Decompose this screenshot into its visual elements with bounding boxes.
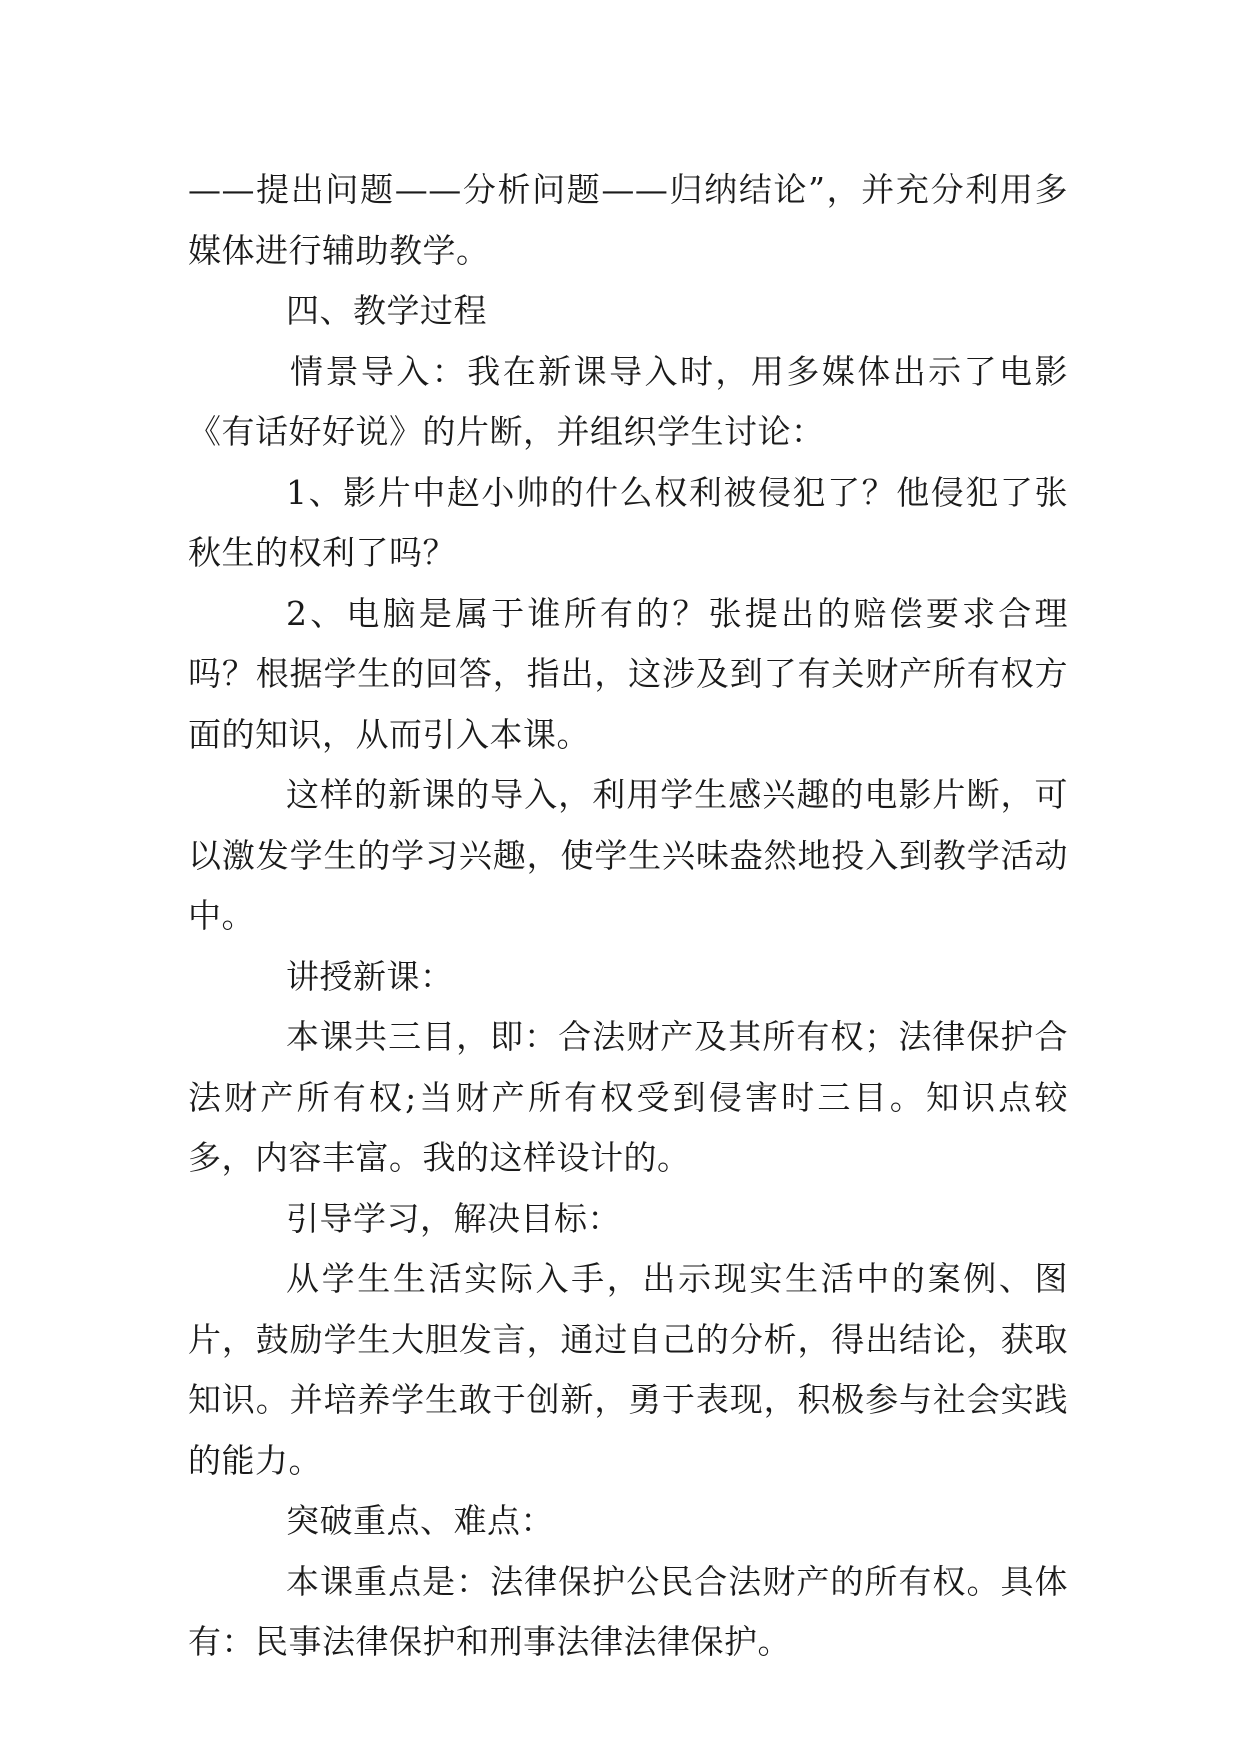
paragraph-scenario-intro: 情景导入：我在新课导入时，用多媒体出示了电影《有话好好说》的片断，并组织学生讨论： bbox=[188, 351, 1068, 451]
paragraph-continuation: ——提出问题——分析问题——归纳结论”，并充分利用多媒体进行辅助教学。 bbox=[188, 170, 1068, 270]
section-heading-guided-learning: 引导学习，解决目标： bbox=[286, 1198, 621, 1238]
section-heading-key-points: 突破重点、难点： bbox=[286, 1501, 554, 1540]
paragraph-question-1: 1、影片中赵小帅的什么权利被侵犯了？他侵犯了张秋生的权利了吗？ bbox=[188, 472, 1068, 572]
paragraph-question-2: 2、电脑是属于谁所有的？张提出的赔偿要求合理吗？根据学生的回答，指出，这涉及到了有关财产所有权方面的知识，从而引入本课。 bbox=[188, 593, 1068, 754]
section-heading-teaching-process: 四、教学过程 bbox=[286, 291, 487, 330]
section-heading-new-lesson: 讲授新课： bbox=[286, 956, 454, 996]
paragraph-key-points: 本课重点是：法律保护公民合法财产的所有权。具体有：民事法律保护和刑事法律法律保护。 bbox=[188, 1561, 1068, 1661]
paragraph-guided-learning: 从学生生活实际入手，出示现实生活中的案例、图片，鼓励学生大胆发言，通过自己的分析，得出结论，获取知识。并培养学生敢于创新，勇于表现，积极参与社会实践的能力。 bbox=[188, 1259, 1068, 1480]
paragraph-lesson-contents: 本课共三目，即：合法财产及其所有权；法律保护合法财产所有权;当财产所有权受到侵害时三目。知识点较多，内容丰富。我的这样设计的。 bbox=[188, 1017, 1068, 1177]
document-page bbox=[188, 160, 1068, 1673]
paragraph-intro-effect: 这样的新课的导入，利用学生感兴趣的电影片断，可以激发学生的学习兴趣，使学生兴味盎然地投入到教学活动中。 bbox=[188, 775, 1068, 935]
